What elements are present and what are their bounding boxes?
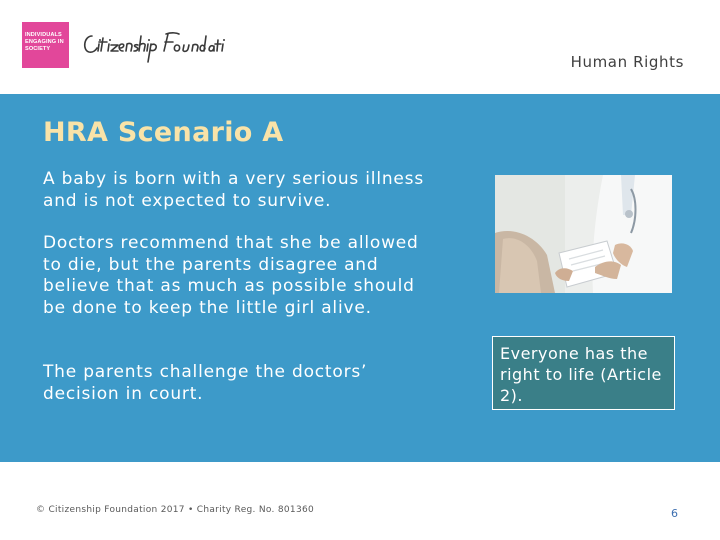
section-label: Human Rights <box>570 53 684 71</box>
logo-badge-line: INDIVIDUALS <box>25 32 62 38</box>
scenario-paragraph-1: A baby is born with a very serious illness and is not expected to survive. <box>43 169 424 211</box>
slide-title: HRA Scenario A <box>43 117 284 148</box>
page-number: 6 <box>671 507 678 520</box>
logo-badge-line: SOCIETY <box>25 46 51 52</box>
footer-copyright: © Citizenship Foundation 2017 • Charity Reg. No. 801360 <box>36 505 315 515</box>
scenario-paragraph-3: The parents challenge the doctors’ decision in court. <box>43 362 368 404</box>
logo-badge <box>22 22 69 68</box>
article-2-callout: Everyone has the right to life (Article 2). <box>492 336 675 410</box>
citizenship-foundation-wordmark-logo <box>80 24 228 66</box>
doctor-consultation-photo <box>495 175 672 293</box>
logo-badge-line: ENGAGING IN <box>25 39 64 45</box>
scenario-paragraph-2: Doctors recommend that she be allowed to die, but the parents disagree and believe that as much as possible should be done to keep the little girl alive. <box>43 233 419 318</box>
logo-wordmark-text: Citizenship Foundation <box>154 64 166 65</box>
